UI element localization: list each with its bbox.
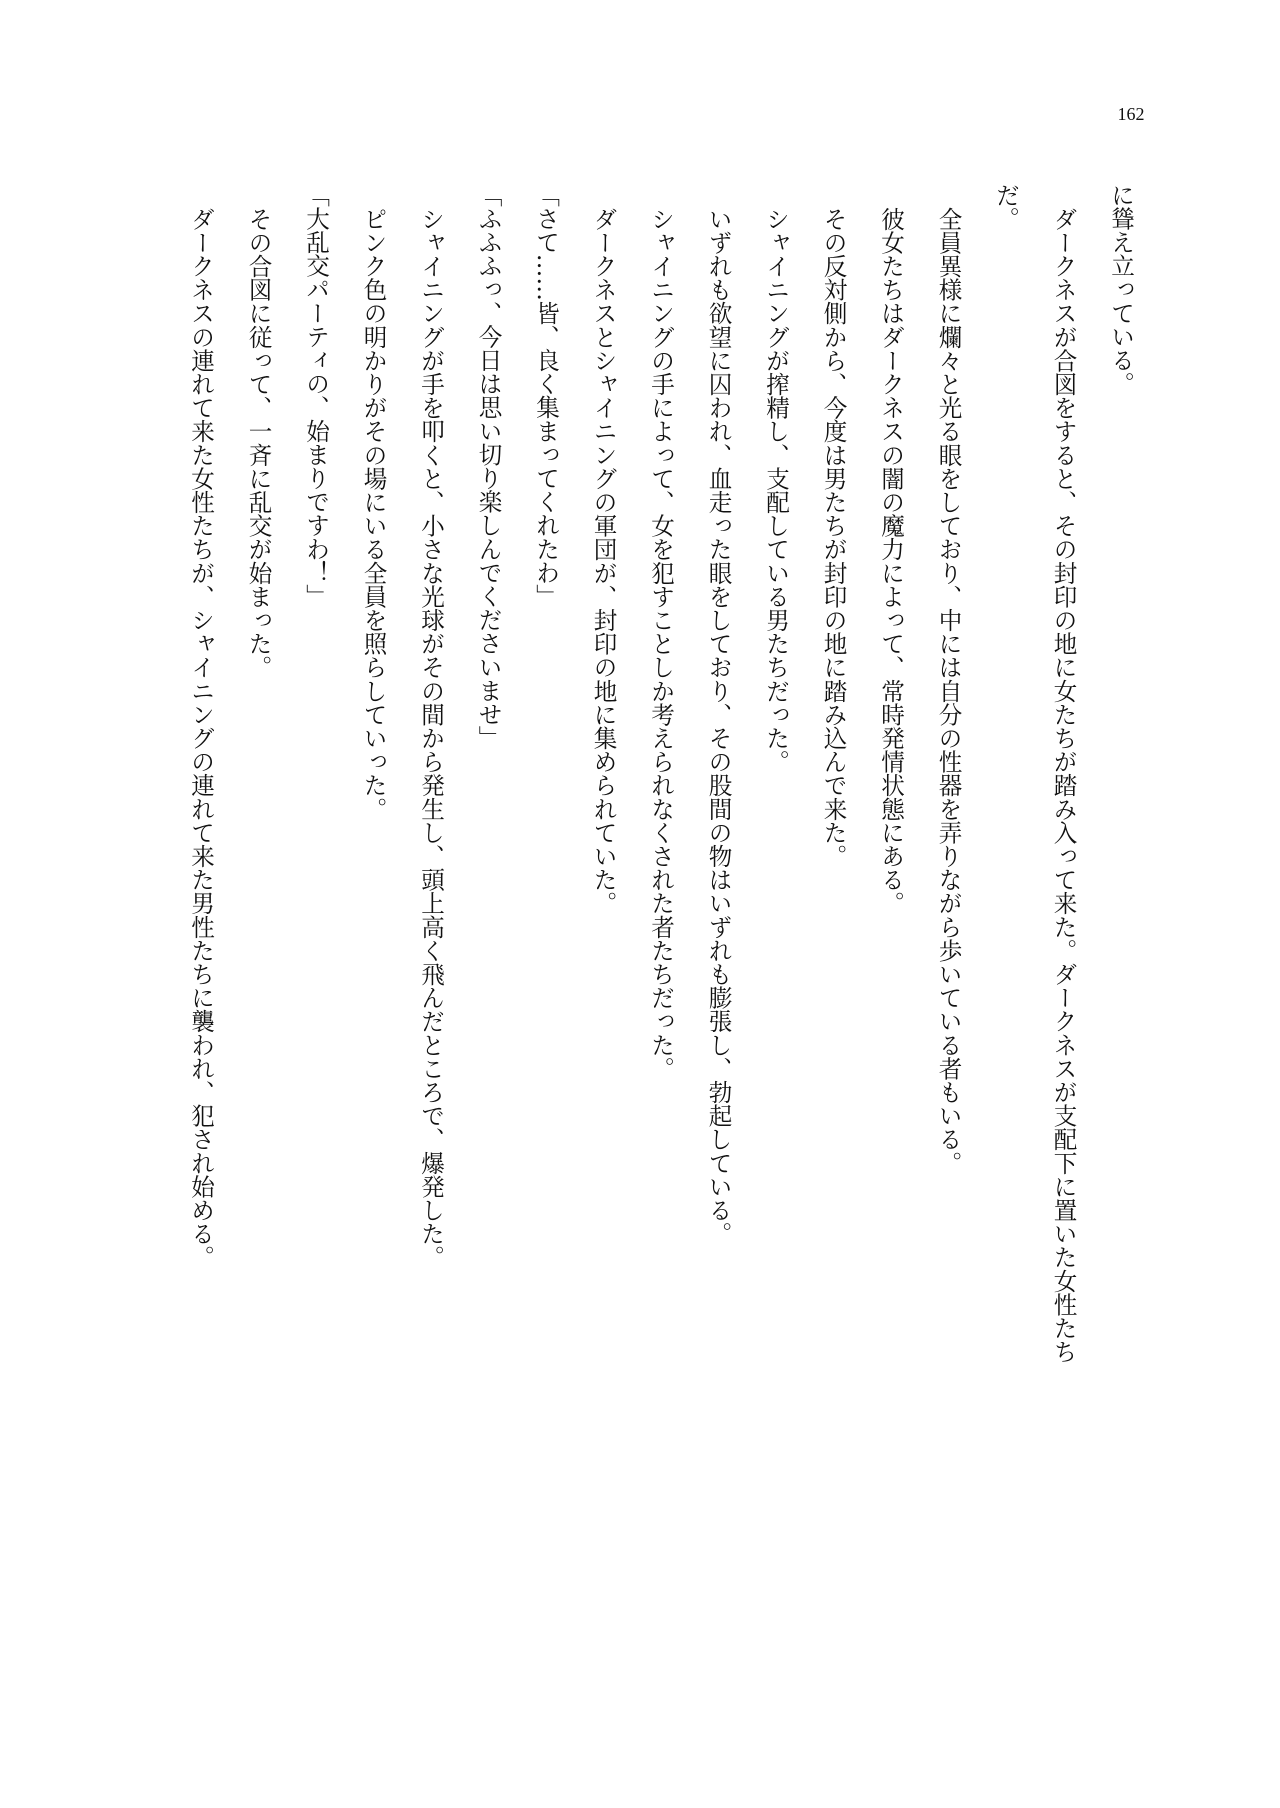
- text-line: ピンク色の明かりがその場にいる全員を照らしていった。: [359, 206, 388, 821]
- text-line: その反対側から、今度は男たちが封印の地に踏み込んで来た。: [819, 206, 848, 868]
- text-line: 「大乱交パーティの、始まりですわ！」: [302, 183, 330, 608]
- body-text: [172, 183, 1150, 1433]
- text-line: その合図に従って、一斉に乱交が始まった。: [244, 206, 273, 679]
- text-line: 彼女たちはダークネスの闇の魔力によって、常時発情状態にある。: [877, 206, 905, 915]
- text-line: シャイニングが搾精し、支配している男たちだった。: [762, 206, 790, 773]
- text-line: ダークネスの連れて来た女性たちが、シャイニングの連れて来た男性たちに襲われ、犯され始める。: [187, 206, 215, 1269]
- text-line: いずれも欲望に囚われ、血走った眼をしており、その股間の物はいずれも膨張し、勃起している。: [704, 206, 733, 1245]
- text-line: に聳え立っている。: [1107, 183, 1135, 396]
- text-line: ダークネスが合図をすると、その封印の地に女たちが踏み入って来た。ダークネスが支配下に置いた女性たち: [1049, 206, 1078, 1363]
- text-line: だ。: [992, 183, 1020, 231]
- text-line: シャイニングが手を叩くと、小さな光球がその間から発生し、頭上高く飛んだところで、爆発した。: [417, 206, 445, 1269]
- page-number: 162: [1117, 104, 1145, 124]
- text-line: シャイニングの手によって、女を犯すことしか考えられなくされた者たちだった。: [647, 206, 675, 1080]
- text-line: 全員異様に爛々と光る眼をしており、中には自分の性器を弄りながら歩いている者もいる。: [934, 206, 963, 1175]
- text-line: ダークネスとシャイニングの軍団が、封印の地に集められていた。: [589, 206, 618, 915]
- text-line: 「さて……皆、良く集まってくれたわ」: [532, 183, 560, 608]
- text-line: 「ふふふっ、今日は思い切り楽しんでくださいませ」: [474, 183, 503, 750]
